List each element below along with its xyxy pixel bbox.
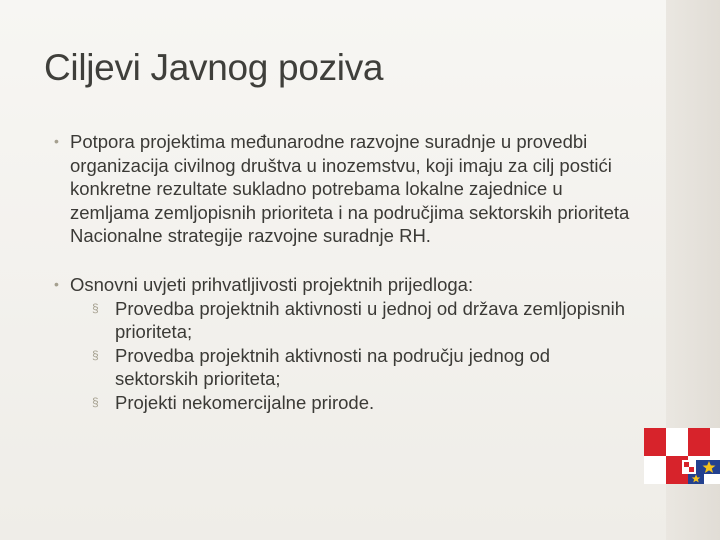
bullet-item bbox=[54, 273, 634, 415]
bullet-text: Potpora projektima međunarodne razvojne suradnje u provedbi organizacija civilnog društva u inozemstvu, koji imaju za cilj postići konkretne rezultate sukladno potrebama lokalne zajednice u zemljama zemljopisnih prioriteta i na područjima sektorskih prioriteta Nacionalne strategije razvojne suradnje RH. bbox=[70, 131, 630, 247]
sub-bullet-text: Provedba projektnih aktivnosti na području jednog od sektorskih prioriteta; bbox=[115, 344, 551, 390]
bullet-marker: • bbox=[54, 275, 59, 292]
logo-white-square bbox=[644, 456, 666, 484]
sub-bullet-text: Provedba projektnih aktivnosti u jednoj od država zemljopisnih prioriteta; bbox=[115, 297, 626, 343]
sub-bullet-text: Projekti nekomercijalne prirode. bbox=[115, 391, 375, 413]
logo-red-square bbox=[644, 428, 666, 456]
logo-white-square bbox=[666, 428, 688, 456]
sub-bullet-marker: § bbox=[92, 394, 99, 409]
slide-title: Ciljevi Javnog poziva bbox=[44, 47, 384, 88]
sub-bullet-list bbox=[70, 297, 634, 415]
bullet-marker: • bbox=[54, 133, 59, 149]
sub-bullet-marker: § bbox=[92, 300, 99, 315]
logo-inner-red-cell bbox=[689, 467, 694, 472]
logo-red-square bbox=[688, 428, 710, 456]
sub-bullet-item bbox=[70, 297, 634, 344]
bullet-text: Osnovni uvjeti prihvatljivosti projektnih prijedloga: bbox=[70, 273, 474, 295]
logo-inner-red-cell bbox=[684, 462, 689, 467]
sub-bullet-marker: § bbox=[92, 347, 99, 362]
slide-content bbox=[54, 130, 634, 415]
croatian-checkerboard-stars-logo-icon bbox=[644, 428, 720, 484]
sub-bullet-item bbox=[70, 391, 634, 415]
bullet-item bbox=[54, 130, 634, 248]
sub-bullet-item bbox=[70, 344, 634, 391]
